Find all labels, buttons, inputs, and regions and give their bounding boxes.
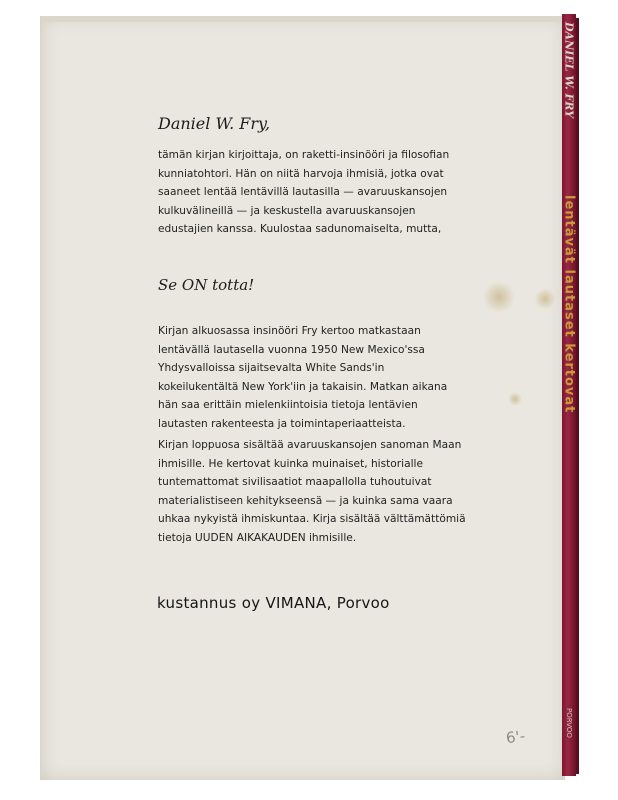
message-paragraph: Kirjan loppuosa sisältää avaruuskansojen sanoman Maan ihmisille. He kertovat kuinka muinaiset, historialle tuntemattomat sivilisaatiot maapallolla tuhoutuivat materialistiseen kehitykseensä — ja kuinka sama vaara uhkaa nykyistä ihmiskuntaa. Kirja sisältää välttämättömiä tietoja UUDEN AIKAKAUDEN ihmisille. <box>158 439 466 544</box>
spine-publisher: PORVOO <box>565 708 573 738</box>
foxing-stain <box>482 282 516 312</box>
emphasis-line: Se ON totta! <box>158 276 255 294</box>
publisher-line: kustannus oy VIMANA, Porvoo <box>157 594 390 612</box>
description-paragraph: Kirjan alkuosassa insinööri Fry kertoo matkastaan lentävällä lautasella vuonna 1950 New Mexico'ssa Yhdysvalloissa sijaitsevalta White Sands'in kokeilukentältä New York'iin ja takaisin. Matkan aikana hän saa erittäin mielenkiintoisia tietoja lentävien lautasten rakenteesta ja toimintaperiaatteista. <box>158 325 448 430</box>
intro-paragraph: tämän kirjan kirjoittaja, on raketti-insinööri ja filosofian kunniatohtori. Hän on niitä harvoja ihmisiä, jotka ovat saaneet lentää lentävillä lautasilla — avaruuskansojen kulkuvälineillä — ja keskustella avaruuskansojen edustajien kanssa. Kuulostaa sadunomaiselta, mutta, <box>158 149 450 236</box>
spine-title: lentävät lautaset kertovat <box>561 195 577 414</box>
author-heading: Daniel W. Fry, <box>158 114 271 133</box>
foxing-stain <box>508 392 522 406</box>
foxing-stain <box>535 288 555 310</box>
spine-author: DANIEL W. FRY <box>562 22 576 118</box>
pencil-price-note: 6'- <box>504 726 527 748</box>
